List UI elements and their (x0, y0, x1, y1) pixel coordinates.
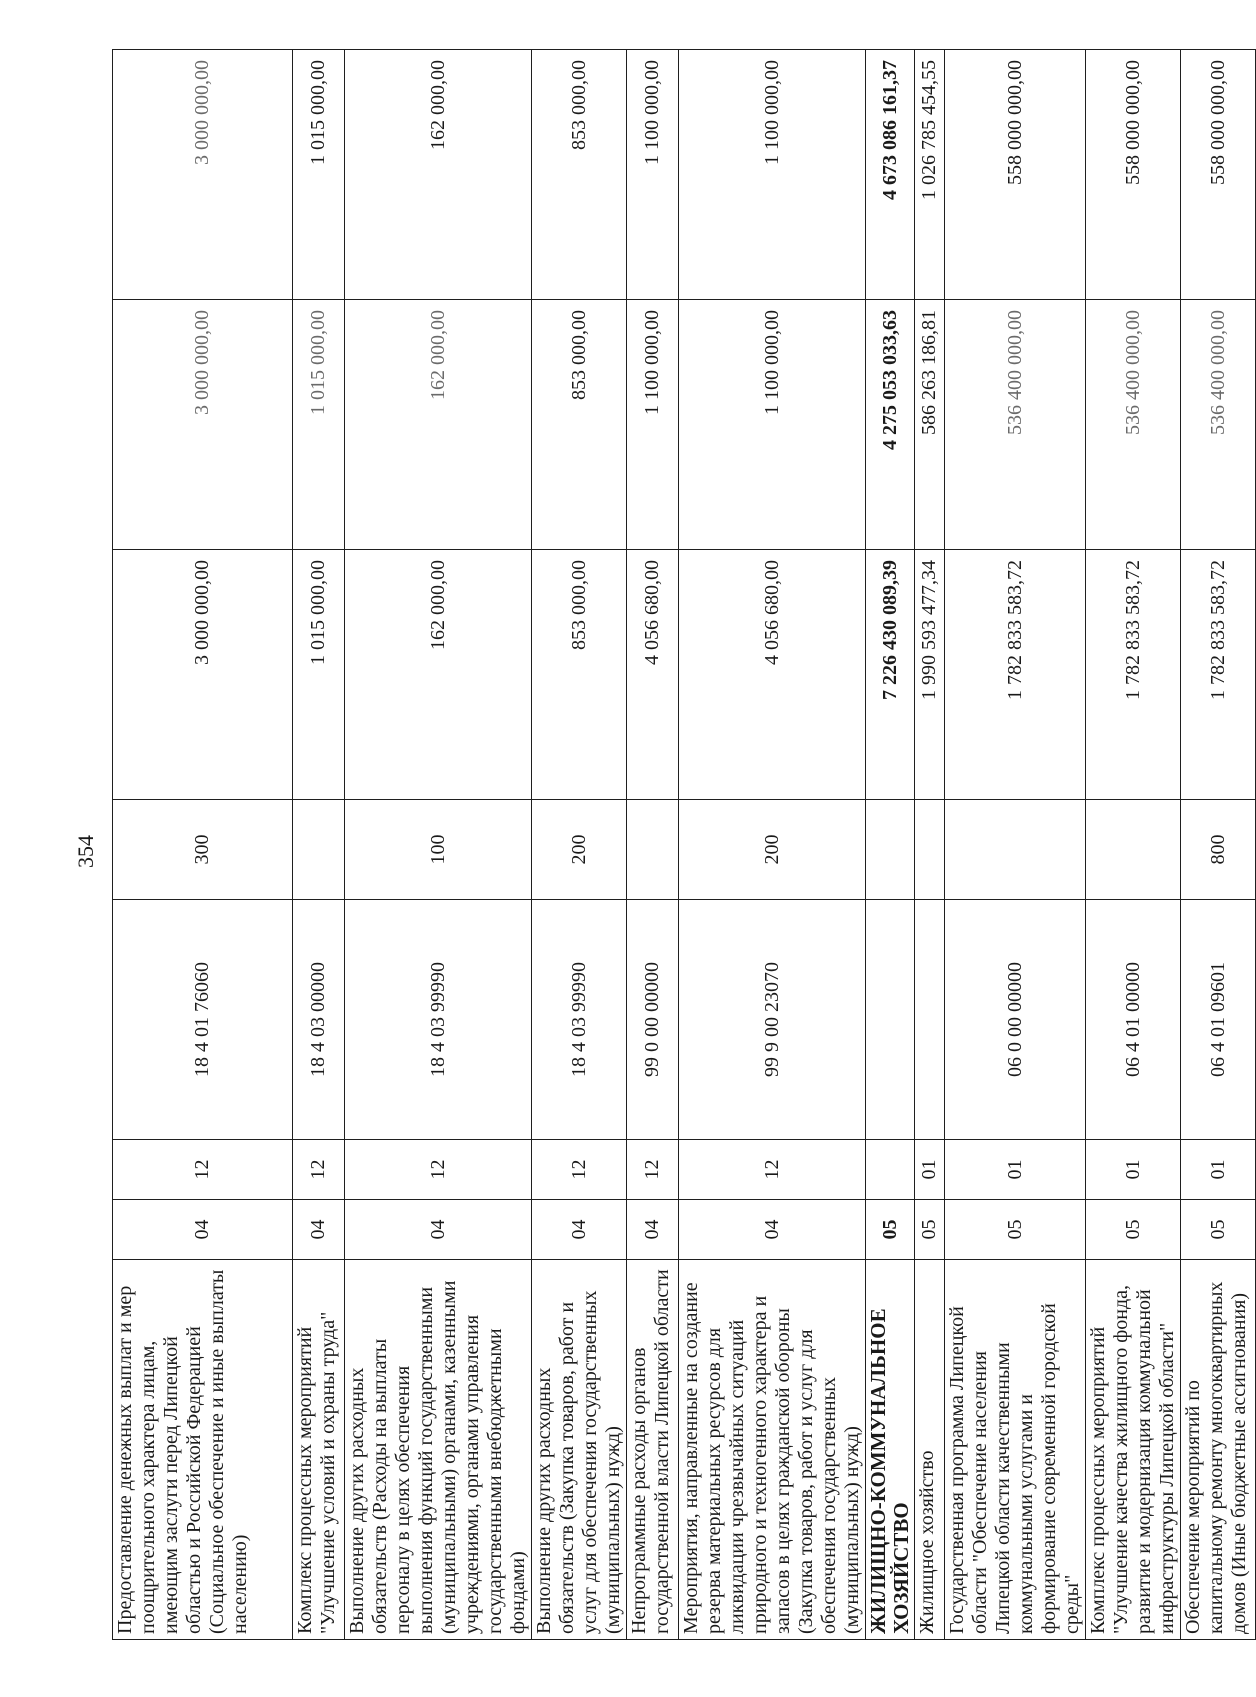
target-article-cell: 99 9 00 23070 (679, 900, 866, 1140)
target-article-cell (866, 900, 915, 1140)
table-row (945, 50, 1086, 1640)
row-name-cell: Жилищное хозяйство (915, 1260, 945, 1640)
expense-type-cell (915, 800, 945, 900)
amount-year2-cell: 4 275 053 033,63 (866, 300, 915, 550)
amount-year3-cell: 1 100 000,00 (679, 50, 866, 300)
amount-year1-cell: 853 000,00 (532, 550, 627, 800)
expense-type-cell: 200 (679, 800, 866, 900)
table-row (915, 50, 945, 1640)
subsection-code-cell: 12 (679, 1140, 866, 1200)
amount-year2-cell: 536 400 000,00 (1181, 300, 1256, 550)
table-row (679, 50, 866, 1640)
row-name-cell: Комплекс процессных мероприятий "Улучшение качества жилищного фонда, развитие и модернизация коммунальной инфраструктуры Липецкой области" (1086, 1260, 1181, 1640)
amount-year2-cell: 536 400 000,00 (945, 300, 1086, 550)
table-row (532, 50, 627, 1640)
expense-type-cell: 800 (1181, 800, 1256, 900)
amount-year2-cell: 1 100 000,00 (627, 300, 679, 550)
expense-type-cell (293, 800, 345, 900)
target-article-cell: 99 0 00 00000 (627, 900, 679, 1140)
section-code-cell: 05 (866, 1200, 915, 1260)
section-code-cell: 05 (915, 1200, 945, 1260)
amount-year3-cell: 162 000,00 (345, 50, 532, 300)
table-row (1086, 50, 1181, 1640)
subsection-code-cell: 12 (627, 1140, 679, 1200)
subsection-code-cell: 12 (113, 1140, 293, 1200)
amount-year3-cell: 1 015 000,00 (293, 50, 345, 300)
subsection-code-cell: 12 (345, 1140, 532, 1200)
target-article-cell: 06 0 00 00000 (945, 900, 1086, 1140)
subsection-code-cell: 01 (1181, 1140, 1256, 1200)
amount-year3-cell: 1 100 000,00 (627, 50, 679, 300)
section-code-cell: 05 (1086, 1200, 1181, 1260)
amount-year1-cell: 1 782 833 583,72 (945, 550, 1086, 800)
target-article-cell (915, 900, 945, 1140)
amount-year1-cell: 162 000,00 (345, 550, 532, 800)
subsection-code-cell: 01 (1086, 1140, 1181, 1200)
section-code-cell: 04 (345, 1200, 532, 1260)
table-row (627, 50, 679, 1640)
expense-type-cell: 200 (532, 800, 627, 900)
amount-year2-cell: 853 000,00 (532, 300, 627, 550)
row-name-cell: Непрограммные расходы органов государственной власти Липецкой области (627, 1260, 679, 1640)
amount-year3-cell: 558 000 000,00 (1086, 50, 1181, 300)
amount-year1-cell: 4 056 680,00 (679, 550, 866, 800)
table-row (1181, 50, 1256, 1640)
expense-type-cell (945, 800, 1086, 900)
table-row (866, 50, 915, 1640)
amount-year1-cell: 1 990 593 477,34 (915, 550, 945, 800)
subsection-code-cell (866, 1140, 915, 1200)
target-article-cell: 18 4 03 00000 (293, 900, 345, 1140)
section-code-cell: 04 (532, 1200, 627, 1260)
subsection-code-cell: 12 (293, 1140, 345, 1200)
section-code-cell: 05 (945, 1200, 1086, 1260)
target-article-cell: 06 4 01 09601 (1181, 900, 1256, 1140)
amount-year1-cell: 4 056 680,00 (627, 550, 679, 800)
table-row (293, 50, 345, 1640)
amount-year2-cell: 1 100 000,00 (679, 300, 866, 550)
row-name-cell: Мероприятия, направленные на создание резерва материальных ресурсов для ликвидации чрезвычайных ситуаций природного и техногенного характера и запасов в целях гражданской обороны (Закупка товаров, работ и услуг для обеспечения государственных (муниципальных) нужд) (679, 1260, 866, 1640)
rotated-page-content (112, 50, 1250, 1640)
subsection-code-cell: 01 (915, 1140, 945, 1200)
amount-year3-cell: 4 673 086 161,37 (866, 50, 915, 300)
row-name-cell: Обеспечение мероприятий по капитальному ремонту многоквартирных домов (Иные бюджетные ассигнования) (1181, 1260, 1256, 1640)
amount-year1-cell: 1 782 833 583,72 (1086, 550, 1181, 800)
section-code-cell: 05 (1181, 1200, 1256, 1260)
amount-year1-cell: 7 226 430 089,39 (866, 550, 915, 800)
expense-type-cell: 300 (113, 800, 293, 900)
row-name-cell: Выполнение других расходных обязательств (Закупка товаров, работ и услуг для обеспечения государственных (муниципальных) нужд) (532, 1260, 627, 1640)
subsection-code-cell: 12 (532, 1140, 627, 1200)
amount-year3-cell: 853 000,00 (532, 50, 627, 300)
expense-type-cell (1086, 800, 1181, 900)
row-name-cell: Предоставление денежных выплат и мер поощрительного характера лицам, имеющим заслуги перед Липецкой областью и Российской Федерацией (Социальное обеспечение и иные выплаты населению) (113, 1260, 293, 1640)
row-name-cell: Комплекс процессных мероприятий "Улучшение условий и охраны труда" (293, 1260, 345, 1640)
table-row (345, 50, 532, 1640)
amount-year3-cell: 558 000 000,00 (1181, 50, 1256, 300)
expense-type-cell (627, 800, 679, 900)
amount-year1-cell: 1 015 000,00 (293, 550, 345, 800)
expense-type-cell (866, 800, 915, 900)
amount-year2-cell: 1 015 000,00 (293, 300, 345, 550)
row-name-cell: Выполнение других расходных обязательств (Расходы на выплаты персоналу в целях обеспечения выполнения функций государственными (муниципальными) органами, казенными учреждениями, органами управления государственными внебюджетными фондами) (345, 1260, 532, 1640)
section-code-cell: 04 (293, 1200, 345, 1260)
amount-year3-cell: 558 000 000,00 (945, 50, 1086, 300)
subsection-code-cell: 01 (945, 1140, 1086, 1200)
target-article-cell: 06 4 01 00000 (1086, 900, 1181, 1140)
target-article-cell: 18 4 01 76060 (113, 900, 293, 1140)
section-code-cell: 04 (113, 1200, 293, 1260)
amount-year2-cell: 162 000,00 (345, 300, 532, 550)
amount-year1-cell: 1 782 833 583,72 (1181, 550, 1256, 800)
amount-year2-cell: 3 000 000,00 (113, 300, 293, 550)
table-row (113, 50, 293, 1640)
amount-year1-cell: 3 000 000,00 (113, 550, 293, 800)
amount-year3-cell: 3 000 000,00 (113, 50, 293, 300)
target-article-cell: 18 4 03 99990 (345, 900, 532, 1140)
section-code-cell: 04 (627, 1200, 679, 1260)
amount-year2-cell: 536 400 000,00 (1086, 300, 1181, 550)
row-name-cell: Государственная программа Липецкой области "Обеспечение населения Липецкой области качественными коммунальными услугами и формирование современной городской среды" (945, 1260, 1086, 1640)
expense-type-cell: 100 (345, 800, 532, 900)
section-code-cell: 04 (679, 1200, 866, 1260)
amount-year2-cell: 586 263 186,81 (915, 300, 945, 550)
budget-table (112, 49, 1256, 1640)
page-number: 354 (73, 835, 98, 868)
target-article-cell: 18 4 03 99990 (532, 900, 627, 1140)
row-name-cell: ЖИЛИЩНО-КОММУНАЛЬНОЕ ХОЗЯЙСТВО (866, 1260, 915, 1640)
amount-year3-cell: 1 026 785 454,55 (915, 50, 945, 300)
